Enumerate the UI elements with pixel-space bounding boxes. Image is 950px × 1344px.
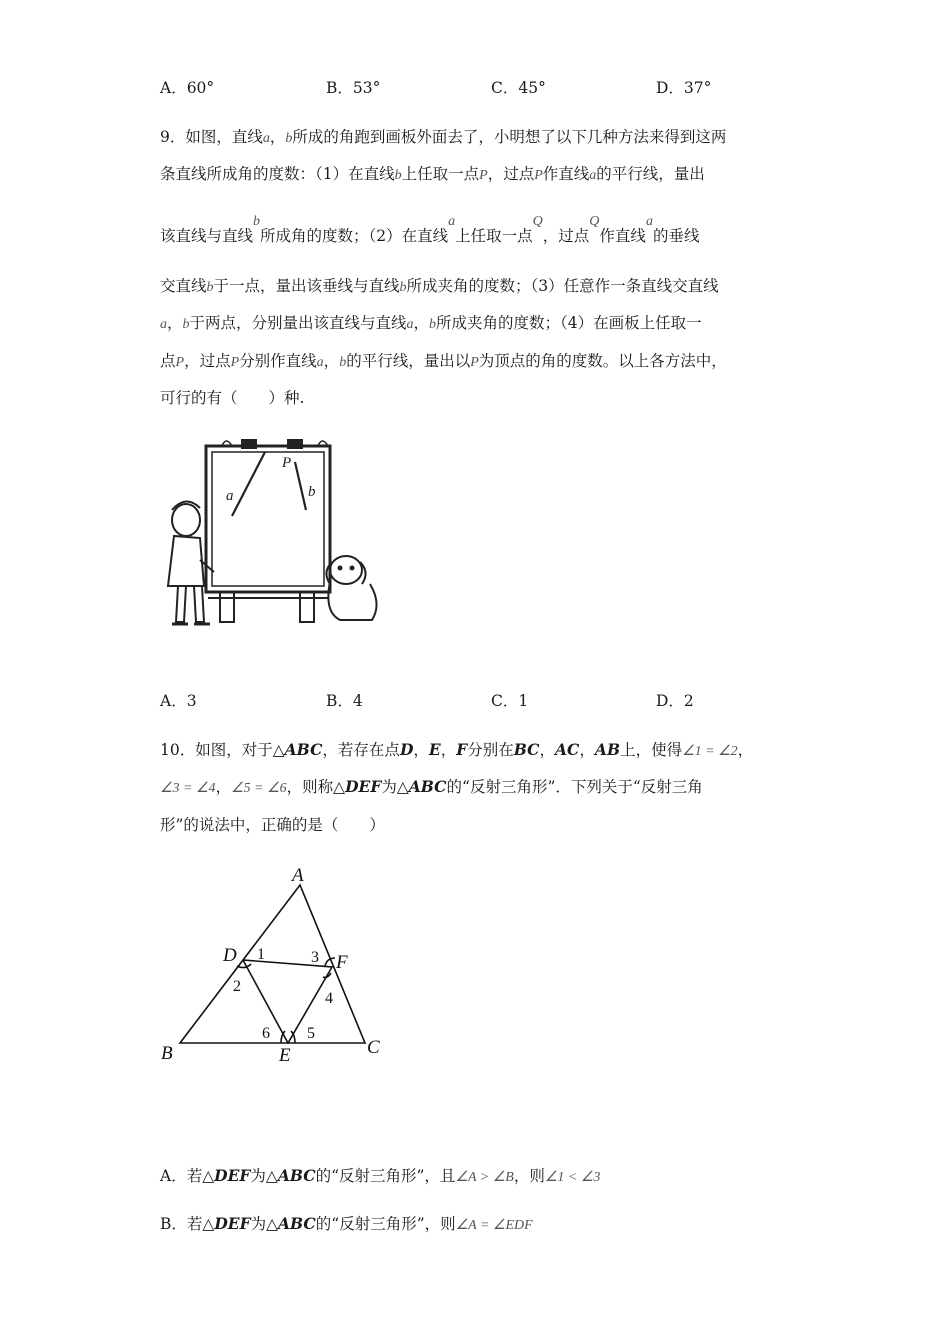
q10-line-2: ∠3 = ∠4，∠5 = ∠6，则称△DEF为△ABC的“反射三角形”．下列关于“反射三角 [160,777,703,796]
q9-line-5: a，b于两点，分别量出该直线与直线a，b所成夹角的度数；（4）在画板上任取一 [160,314,702,332]
q10-line-3: 形”的说法中，正确的是（ ） [160,816,385,834]
q9-line-4: 交直线b于一点，量出该垂线与直线b所成夹角的度数；（3）任意作一条直线交直线 [160,277,719,295]
q10-option-a: A．若△DEF为△ABC的“反射三角形”，且∠A > ∠B，则∠1 < ∠3 [160,1166,601,1185]
q9-line-2: 条直线所成角的度数：（1）在直线b上任取一点P，过点P作直线a的平行线，量出 [160,165,705,183]
q10-label-e: E [279,1045,291,1066]
q9-line-1: 9．如图，直线a，b所成的角跑到画板外面去了，小明想了以下几种方法来得到这两 [160,128,727,146]
q9-line-3: 该直线与直线b所成角的度数；（2）在直线a上任取一点Q，过点Q作直线a的垂线 [160,214,700,245]
q10-triangle-figure [155,860,395,1070]
q9-option-a: A．3 [160,692,197,710]
q10-line-1: 10．如图，对于△ABC，若存在点D，E，F分别在BC，AC，AB上，使得∠1 = ∠2， [160,740,754,759]
q10-angle-2: 2 [233,978,241,995]
q10-angle-1: 1 [257,946,265,963]
q10-label-c: C [367,1037,380,1058]
q9-option-b: B．4 [326,692,363,710]
q10-label-b: B [161,1043,173,1064]
q10-angle-4: 4 [325,990,333,1007]
q8-option-d: D．37° [656,79,712,97]
q10-label-f: F [336,952,348,973]
q9-label-p: P [282,455,292,471]
q8-option-b: B．53° [326,79,381,97]
q9-line-6: 点P，过点P分别作直线a，b的平行线，量出以P为顶点的角的度数。以上各方法中， [160,352,727,370]
q9-label-a: a [226,488,234,504]
q9-option-c: C．1 [491,692,529,710]
q9-line-7: 可行的有（ ）种. [160,389,305,407]
q9-option-d: D．2 [656,692,694,710]
q9-drawing-board-figure [160,432,380,637]
q10-angle-6: 6 [262,1025,270,1042]
q10-angle-5: 5 [307,1025,315,1042]
q10-angle-3: 3 [311,949,319,966]
q9-label-b: b [308,484,316,500]
q10-option-b: B．若△DEF为△ABC的“反射三角形”，则∠A = ∠EDF [160,1214,533,1233]
q8-option-a: A．60° [160,79,215,97]
q10-label-d: D [223,945,237,966]
q8-option-c: C．45° [491,79,546,97]
q10-label-a: A [292,865,304,886]
